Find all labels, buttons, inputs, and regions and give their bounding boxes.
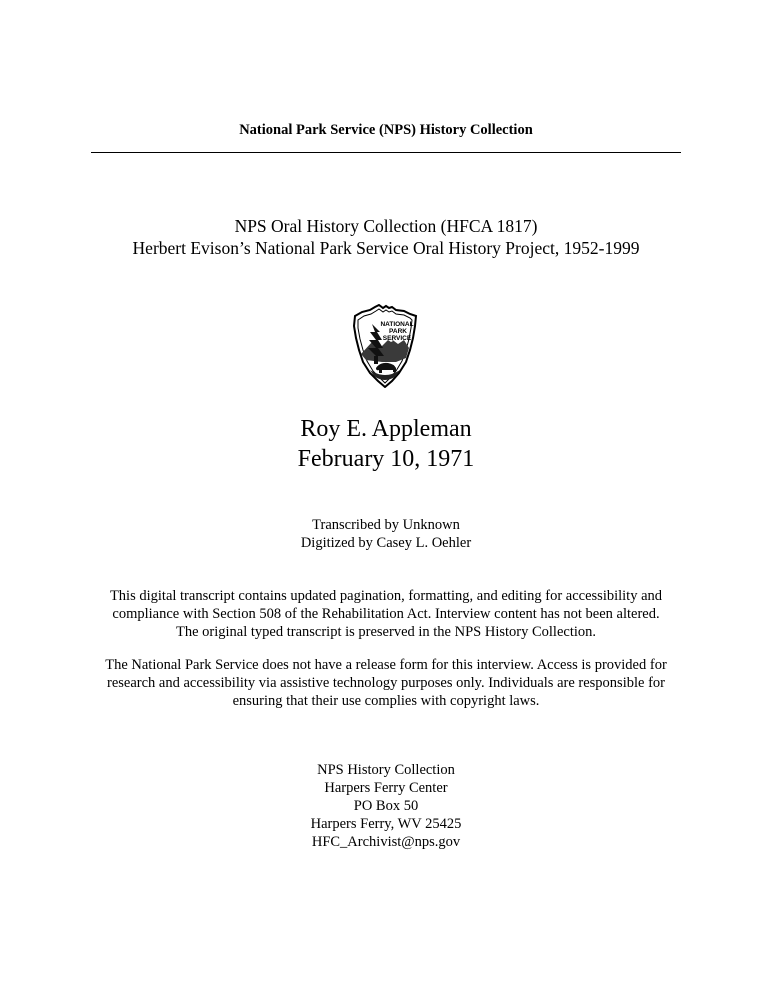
contact-email: HFC_Archivist@nps.gov <box>311 834 461 850</box>
header-divider <box>91 152 681 153</box>
logo-text-service: SERVICE <box>382 335 412 342</box>
collection-line-2: Herbert Evison’s National Park Service Oral History Project, 1952-1999 <box>132 238 640 258</box>
nps-arrowhead-icon <box>352 304 418 388</box>
release-notice-line: ensuring that their use complies with copyright laws. <box>232 693 540 709</box>
credits-block <box>0 516 772 552</box>
logo-text-park: PARK <box>389 328 407 335</box>
release-notice <box>80 656 692 710</box>
collection-title-block <box>0 215 772 259</box>
release-notice-line: The National Park Service does not have a release form for this interview. Access is provided for <box>105 657 667 673</box>
accessibility-notice-line: compliance with Section 508 of the Rehabilitation Act. Interview content has not been altered. <box>112 606 660 622</box>
accessibility-notice-line: This digital transcript contains updated pagination, formatting, and editing for accessibility and <box>109 588 663 604</box>
collection-header-title: National Park Service (NPS) History Collection <box>239 122 533 138</box>
interviewee-name: Roy E. Appleman <box>300 416 472 442</box>
logo-text-national: NATIONAL <box>380 321 414 328</box>
address-po-box: PO Box 50 <box>353 798 419 814</box>
accessibility-notice-line: The original typed transcript is preserved in the NPS History Collection. <box>175 624 597 640</box>
address-center: Harpers Ferry Center <box>324 780 448 796</box>
address-organization: NPS History Collection <box>317 762 455 778</box>
accessibility-notice <box>80 587 692 641</box>
release-notice-line: research and accessibility via assistive technology purposes only. Individuals are responsible for <box>107 675 665 691</box>
collection-line-1: NPS Oral History Collection (HFCA 1817) <box>234 216 538 236</box>
interview-title-block <box>0 414 772 474</box>
address-city-state-zip: Harpers Ferry, WV 25425 <box>310 816 462 832</box>
contact-address-block <box>0 761 772 851</box>
transcribed-by: Transcribed by Unknown <box>312 517 460 533</box>
digitized-by: Digitized by Casey L. Oehler <box>300 535 472 551</box>
interview-date: February 10, 1971 <box>297 446 475 472</box>
